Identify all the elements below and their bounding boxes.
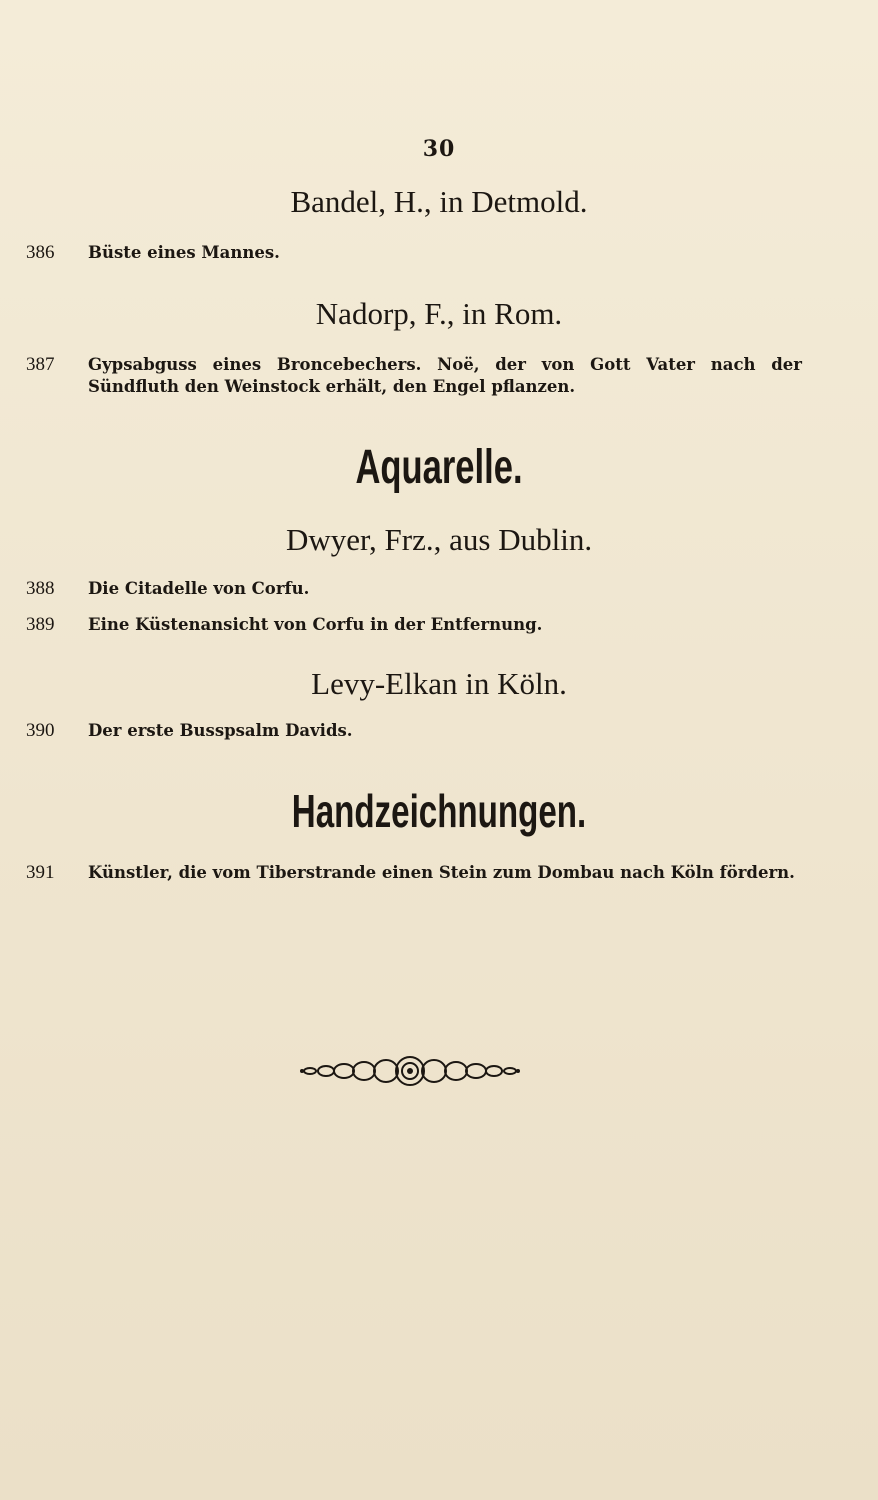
catalog-entry xyxy=(26,862,802,884)
catalog-entry xyxy=(26,354,802,398)
section-heading-aquarelle: Aquarelle. xyxy=(355,441,523,494)
entry-number: 389 xyxy=(26,614,55,635)
catalog-entry xyxy=(26,614,802,636)
catalog-entry xyxy=(26,720,802,742)
artist-heading-bandel: Bandel, H., in Detmold. xyxy=(290,184,588,219)
entry-text: Gypsabguss eines Broncebechers. Noë, der von Gott Vater nach der Sündfluth den Weinstock erhält, den Engel pflanzen. xyxy=(88,355,802,396)
artist-heading-levy: Levy-Elkan in Köln. xyxy=(311,666,567,701)
entry-text: Die Citadelle von Corfu. xyxy=(88,579,310,598)
catalog-entry xyxy=(26,578,802,600)
catalog-entry xyxy=(26,242,802,264)
page-number: 30 xyxy=(422,136,456,162)
artist-heading-nadorp: Nadorp, F., in Rom. xyxy=(315,296,563,331)
artist-heading-dwyer: Dwyer, Frz., aus Dublin. xyxy=(285,522,593,557)
entry-number: 391 xyxy=(26,862,55,883)
entry-number: 387 xyxy=(26,354,55,375)
entry-number: 386 xyxy=(26,242,55,263)
entry-text: Eine Küstenansicht von Corfu in der Entfernung. xyxy=(88,615,543,634)
entry-text: Büste eines Mannes. xyxy=(88,243,280,262)
entry-number: 388 xyxy=(26,578,55,599)
entry-number: 390 xyxy=(26,720,55,741)
entry-text: Der erste Busspsalm Davids. xyxy=(88,721,353,740)
section-heading-handzeichnungen: Handzeichnungen. xyxy=(291,785,587,837)
scroll-ornament-icon xyxy=(298,1054,522,1088)
entry-text: Künstler, die vom Tiberstrande einen Stein zum Dombau nach Köln fördern. xyxy=(88,863,795,882)
